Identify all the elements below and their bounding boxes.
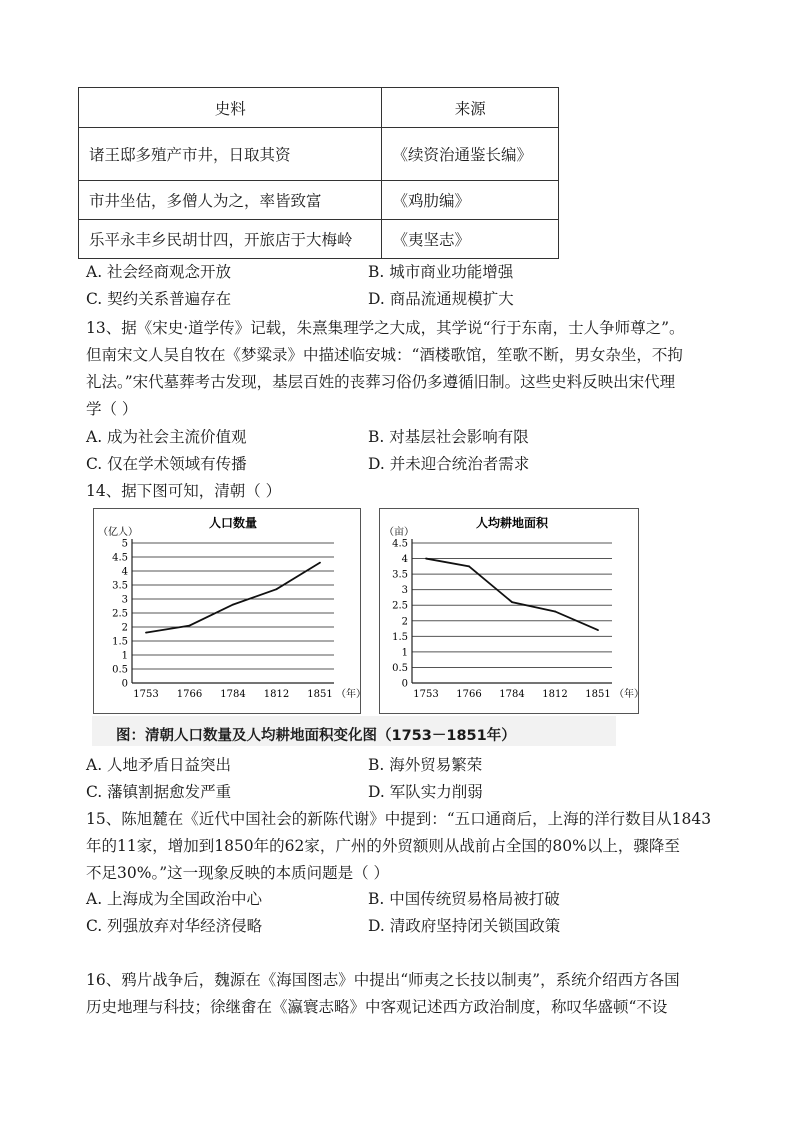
q14-option-c: C. 藩镇割据愈发严重 xyxy=(86,783,232,801)
source-table xyxy=(78,87,559,259)
table-cell-text: 乐平永丰乡民胡廿四，开旅店于大梅岭 xyxy=(79,220,382,259)
q15-line: 15、陈旭麓在《近代中国社会的新陈代谢》中提到：“五口通商后，上海的洋行数目从1843 xyxy=(86,810,712,828)
q13-line: 13、据《宋史·道学传》记载，朱熹集理学之大成，其学说“行于东南，士人争师尊之”。 xyxy=(86,319,685,337)
q15-option-b: B. 中国传统贸易格局被打破 xyxy=(368,890,560,908)
q14-option-d: D. 军队实力削弱 xyxy=(368,783,483,801)
y-tick-label: 3.5 xyxy=(112,580,128,592)
y-tick-label: 0 xyxy=(401,678,408,690)
data-point xyxy=(597,629,599,631)
table-header-text: 史料 xyxy=(79,88,382,128)
y-tick-label: 3 xyxy=(121,594,128,606)
y-tick-label: 4.5 xyxy=(392,538,408,550)
q13-option-c: C. 仅在学术领域有传播 xyxy=(86,455,247,473)
data-point xyxy=(276,588,278,590)
data-point xyxy=(425,558,427,560)
data-point xyxy=(319,562,321,564)
x-axis-unit: （年） xyxy=(336,689,366,700)
q15-stem xyxy=(86,806,726,887)
q16-line: 历史地理与科技；徐继畬在《瀛寰志略》中客观记述西方政治制度，称叹华盛顿“不设 xyxy=(86,998,668,1016)
y-tick-label: 2 xyxy=(401,616,408,628)
q12-option-a: A. 社会经商观念开放 xyxy=(86,263,232,281)
table-header-source: 来源 xyxy=(382,88,559,128)
farmland-chart xyxy=(379,508,644,714)
x-tick-label: 1753 xyxy=(413,689,439,700)
y-tick-label: 1.5 xyxy=(392,631,408,643)
table-cell-source: 《夷坚志》 xyxy=(382,220,559,259)
table-cell-text: 市井坐估，多僧人为之，率皆致富 xyxy=(79,181,382,220)
q12-option-c: C. 契约关系普遍存在 xyxy=(86,290,232,308)
chart-caption: 图：清朝人口数量及人均耕地面积变化图（1753－1851年） xyxy=(116,728,516,744)
table-row xyxy=(79,220,559,259)
q12-option-d: D. 商品流通规模扩大 xyxy=(368,290,514,308)
table-row xyxy=(79,181,559,220)
q13-stem xyxy=(86,315,716,423)
table-row xyxy=(79,128,559,181)
y-tick-label: 1.5 xyxy=(112,636,128,648)
q13-option-b: B. 对基层社会影响有限 xyxy=(368,428,529,446)
table-header-row xyxy=(79,88,559,128)
q14-stem: 14、据下图可知，清朝（ ） xyxy=(86,482,282,500)
table-cell-text: 诸王邸多殖产市井，日取其资 xyxy=(79,128,382,181)
data-point xyxy=(511,601,513,603)
x-tick-label: 1851 xyxy=(307,689,333,700)
q16-stem xyxy=(86,967,726,1021)
chart-title: 人均耕地面积 xyxy=(475,516,549,530)
y-tick-label: 4.5 xyxy=(112,552,128,564)
q15-option-c: C. 列强放弃对华经济侵略 xyxy=(86,917,263,935)
data-point xyxy=(554,611,556,613)
x-tick-label: 1753 xyxy=(133,689,159,700)
series-line xyxy=(426,559,598,631)
q13-line: 但南宋文人吴自牧在《梦粱录》中描述临安城：“酒楼歌馆，笙歌不断，男女杂坐，不拘 xyxy=(86,346,683,364)
data-point xyxy=(232,604,234,606)
data-point xyxy=(145,632,147,634)
x-tick-label: 1812 xyxy=(542,689,568,700)
y-tick-label: 3 xyxy=(401,585,408,597)
y-axis-unit: （亩） xyxy=(384,527,414,538)
x-tick-label: 1784 xyxy=(220,689,246,700)
y-tick-label: 0.5 xyxy=(112,664,128,676)
y-tick-label: 1 xyxy=(121,650,128,662)
q14-option-a: A. 人地矛盾日益突出 xyxy=(86,756,232,774)
q16-line: 16、鸦片战争后，魏源在《海国图志》中提出“师夷之长技以制夷”，系统介绍西方各国 xyxy=(86,971,680,989)
y-tick-label: 0.5 xyxy=(392,662,408,674)
q13-line: 学（ ） xyxy=(86,400,138,418)
data-point xyxy=(468,565,470,567)
y-tick-label: 5 xyxy=(121,538,128,550)
y-tick-label: 2.5 xyxy=(392,600,408,612)
data-point xyxy=(189,625,191,627)
y-tick-label: 2 xyxy=(121,622,128,634)
farmland-chart-svg xyxy=(380,509,644,713)
series-line xyxy=(146,563,320,633)
q14-option-b: B. 海外贸易繁荣 xyxy=(368,756,483,774)
y-tick-label: 4 xyxy=(401,554,408,566)
population-chart xyxy=(93,508,366,714)
y-tick-label: 1 xyxy=(401,647,408,659)
x-tick-label: 1784 xyxy=(499,689,525,700)
x-tick-label: 1812 xyxy=(263,689,290,700)
q15-line: 不足30%。”这一现象反映的本质问题是（ ） xyxy=(86,864,390,882)
q15-option-a: A. 上海成为全国政治中心 xyxy=(86,890,263,908)
q15-line: 年的11家，增加到1850年的62家，广州的外贸额则从战前占全国的80%以上，骤降至 xyxy=(86,837,680,855)
q12-option-b: B. 城市商业功能增强 xyxy=(368,263,514,281)
q15-option-d: D. 清政府坚持闭关锁国政策 xyxy=(368,917,561,935)
table-cell-source: 《续资治通鉴长编》 xyxy=(382,128,559,181)
population-chart-svg xyxy=(94,509,366,713)
x-axis-unit: （年） xyxy=(614,689,644,700)
table-cell-source: 《鸡肋编》 xyxy=(382,181,559,220)
x-tick-label: 1766 xyxy=(456,689,482,700)
q13-option-a: A. 成为社会主流价值观 xyxy=(86,428,247,446)
chart-title: 人口数量 xyxy=(208,516,258,530)
q13-option-d: D. 并未迎合统治者需求 xyxy=(368,455,530,473)
y-tick-label: 3.5 xyxy=(392,569,408,581)
q13-line: 礼法。”宋代墓葬考古发现，基层百姓的丧葬习俗仍多遵循旧制。这些史料反映出宋代理 xyxy=(86,373,676,391)
y-tick-label: 2.5 xyxy=(112,608,128,620)
x-tick-label: 1851 xyxy=(585,689,611,700)
y-tick-label: 0 xyxy=(121,678,128,690)
y-tick-label: 4 xyxy=(121,566,128,578)
x-tick-label: 1766 xyxy=(176,689,203,700)
y-axis-unit: （亿人） xyxy=(98,527,138,538)
